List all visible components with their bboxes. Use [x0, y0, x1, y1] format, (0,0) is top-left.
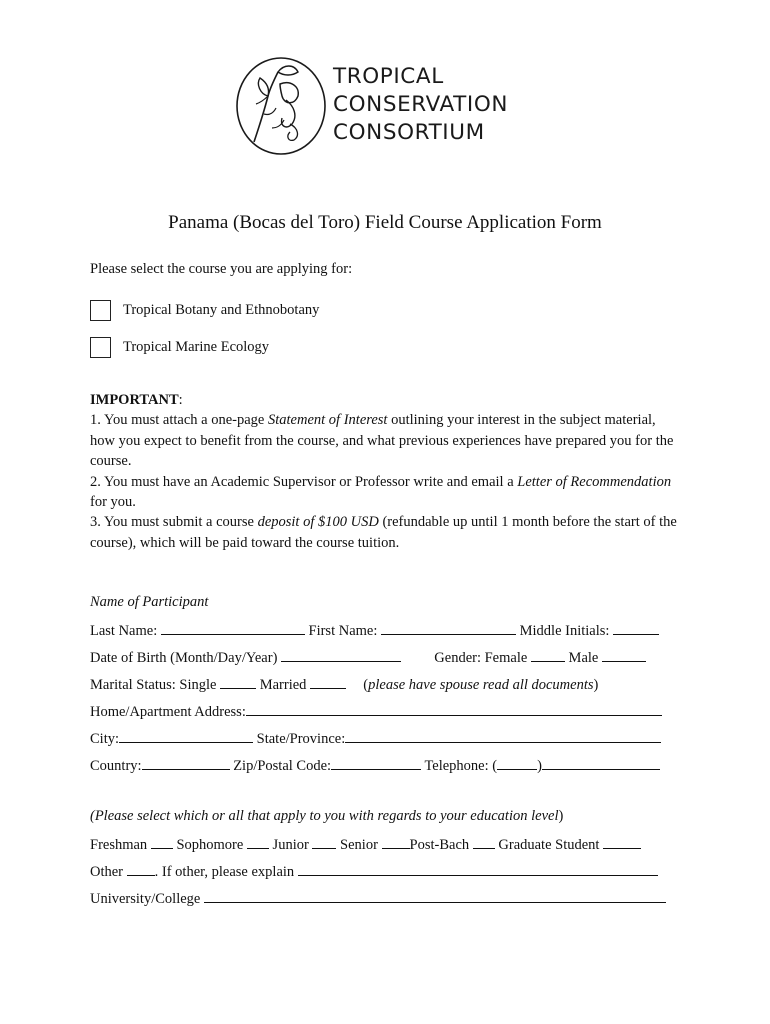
freshman-label: Freshman — [90, 837, 148, 853]
marital-label: Marital Status: Single — [90, 677, 217, 693]
first-name-field[interactable] — [381, 621, 516, 635]
middle-initials-label: Middle Initials: — [519, 623, 610, 639]
other-row — [90, 862, 658, 881]
explain-field[interactable] — [298, 862, 658, 876]
important-colon: : — [178, 392, 183, 408]
other-field[interactable] — [127, 862, 155, 876]
university-row — [90, 889, 666, 908]
sophomore-label: Sophomore — [176, 837, 244, 853]
address-field[interactable] — [246, 702, 662, 716]
junior-field[interactable] — [312, 835, 336, 849]
marital-row — [90, 675, 598, 694]
last-name-label: Last Name: — [90, 623, 158, 639]
name-row — [90, 621, 659, 640]
gender-male-label: Male — [568, 650, 599, 666]
course-label-botany: Tropical Botany and Ethnobotany — [123, 302, 320, 318]
logo — [234, 54, 534, 158]
postbach-field[interactable] — [473, 835, 495, 849]
course-option-marine[interactable] — [90, 337, 269, 358]
telephone-area-field[interactable] — [497, 756, 537, 770]
dob-row — [90, 648, 646, 667]
telephone-field[interactable] — [542, 756, 660, 770]
important-heading: IMPORTANT — [90, 392, 179, 408]
country-row: Country: Zip/Postal Code: Telephone: ( ) — [90, 756, 660, 775]
university-label: University/College — [90, 891, 201, 907]
marital-single-field[interactable] — [220, 675, 256, 689]
city-label: City: — [90, 731, 120, 747]
course-prompt: Please select the course you are applying for: — [90, 261, 353, 277]
city-field[interactable] — [119, 729, 253, 743]
marital-married-field[interactable] — [310, 675, 346, 689]
state-label: State/Province: — [256, 731, 346, 747]
course-label-marine: Tropical Marine Ecology — [123, 339, 270, 355]
spouse-note: (please have spouse read all documents) — [363, 677, 599, 693]
freshman-field[interactable] — [151, 835, 173, 849]
logo-line-3: CONSORTIUM — [333, 120, 485, 145]
other-label: Other — [90, 864, 124, 880]
country-label: Country: — [90, 758, 142, 774]
graduate-label: Graduate Student — [498, 837, 600, 853]
country-field[interactable] — [142, 756, 230, 770]
important-notes — [90, 390, 680, 553]
state-field[interactable] — [345, 729, 661, 743]
dob-label: Date of Birth (Month/Day/Year) — [90, 650, 278, 666]
postbach-label: Post-Bach — [409, 837, 470, 853]
first-name-label: First Name: — [308, 623, 378, 639]
zip-field[interactable] — [331, 756, 421, 770]
course-option-botany[interactable] — [90, 300, 319, 321]
important-item-2: 2. You must have an Academic Supervisor or Professor write and email a Letter of Recommendation for you. — [90, 473, 672, 511]
dob-field[interactable] — [281, 648, 401, 662]
logo-text — [333, 63, 508, 147]
flower-logo-icon — [234, 54, 330, 158]
middle-initials-field[interactable] — [613, 621, 659, 635]
explain-label: . If other, please explain — [154, 864, 295, 880]
zip-label: Zip/Postal Code: — [233, 758, 332, 774]
important-item-1: 1. You must attach a one-page Statement of Interest outlining your interest in the subject material, how you expect to benefit from the course, and what previous experiences have prepared you for the course. — [90, 412, 674, 470]
junior-label: Junior — [272, 837, 309, 853]
city-row — [90, 729, 661, 748]
gender-male-field[interactable] — [602, 648, 646, 662]
address-row — [90, 702, 662, 721]
logo-line-2: CONSERVATION — [333, 92, 509, 117]
important-item-3: 3. You must submit a course deposit of $100 USD (refundable up until 1 month before the start of the course), which will be paid toward the course tuition. — [90, 514, 677, 551]
address-label: Home/Apartment Address: — [90, 704, 246, 720]
education-row — [90, 835, 641, 854]
education-heading: (Please select which or all that apply to you with regards to your education level) — [90, 808, 564, 824]
marital-married-label: Married — [259, 677, 307, 693]
participant-heading: Name of Participant — [90, 594, 209, 610]
course-checkbox-botany[interactable] — [90, 300, 111, 321]
graduate-field[interactable] — [603, 835, 641, 849]
gender-female-field[interactable] — [531, 648, 565, 662]
last-name-field[interactable] — [161, 621, 305, 635]
telephone-label: Telephone: ( — [424, 758, 498, 774]
page-title: Panama (Bocas del Toro) Field Course Application Form — [168, 212, 602, 233]
university-field[interactable] — [204, 889, 666, 903]
senior-field[interactable] — [382, 835, 410, 849]
senior-label: Senior — [340, 837, 378, 853]
logo-line-1: TROPICAL — [333, 64, 444, 89]
course-checkbox-marine[interactable] — [90, 337, 111, 358]
sophomore-field[interactable] — [247, 835, 269, 849]
gender-label: Gender: Female — [434, 650, 528, 666]
